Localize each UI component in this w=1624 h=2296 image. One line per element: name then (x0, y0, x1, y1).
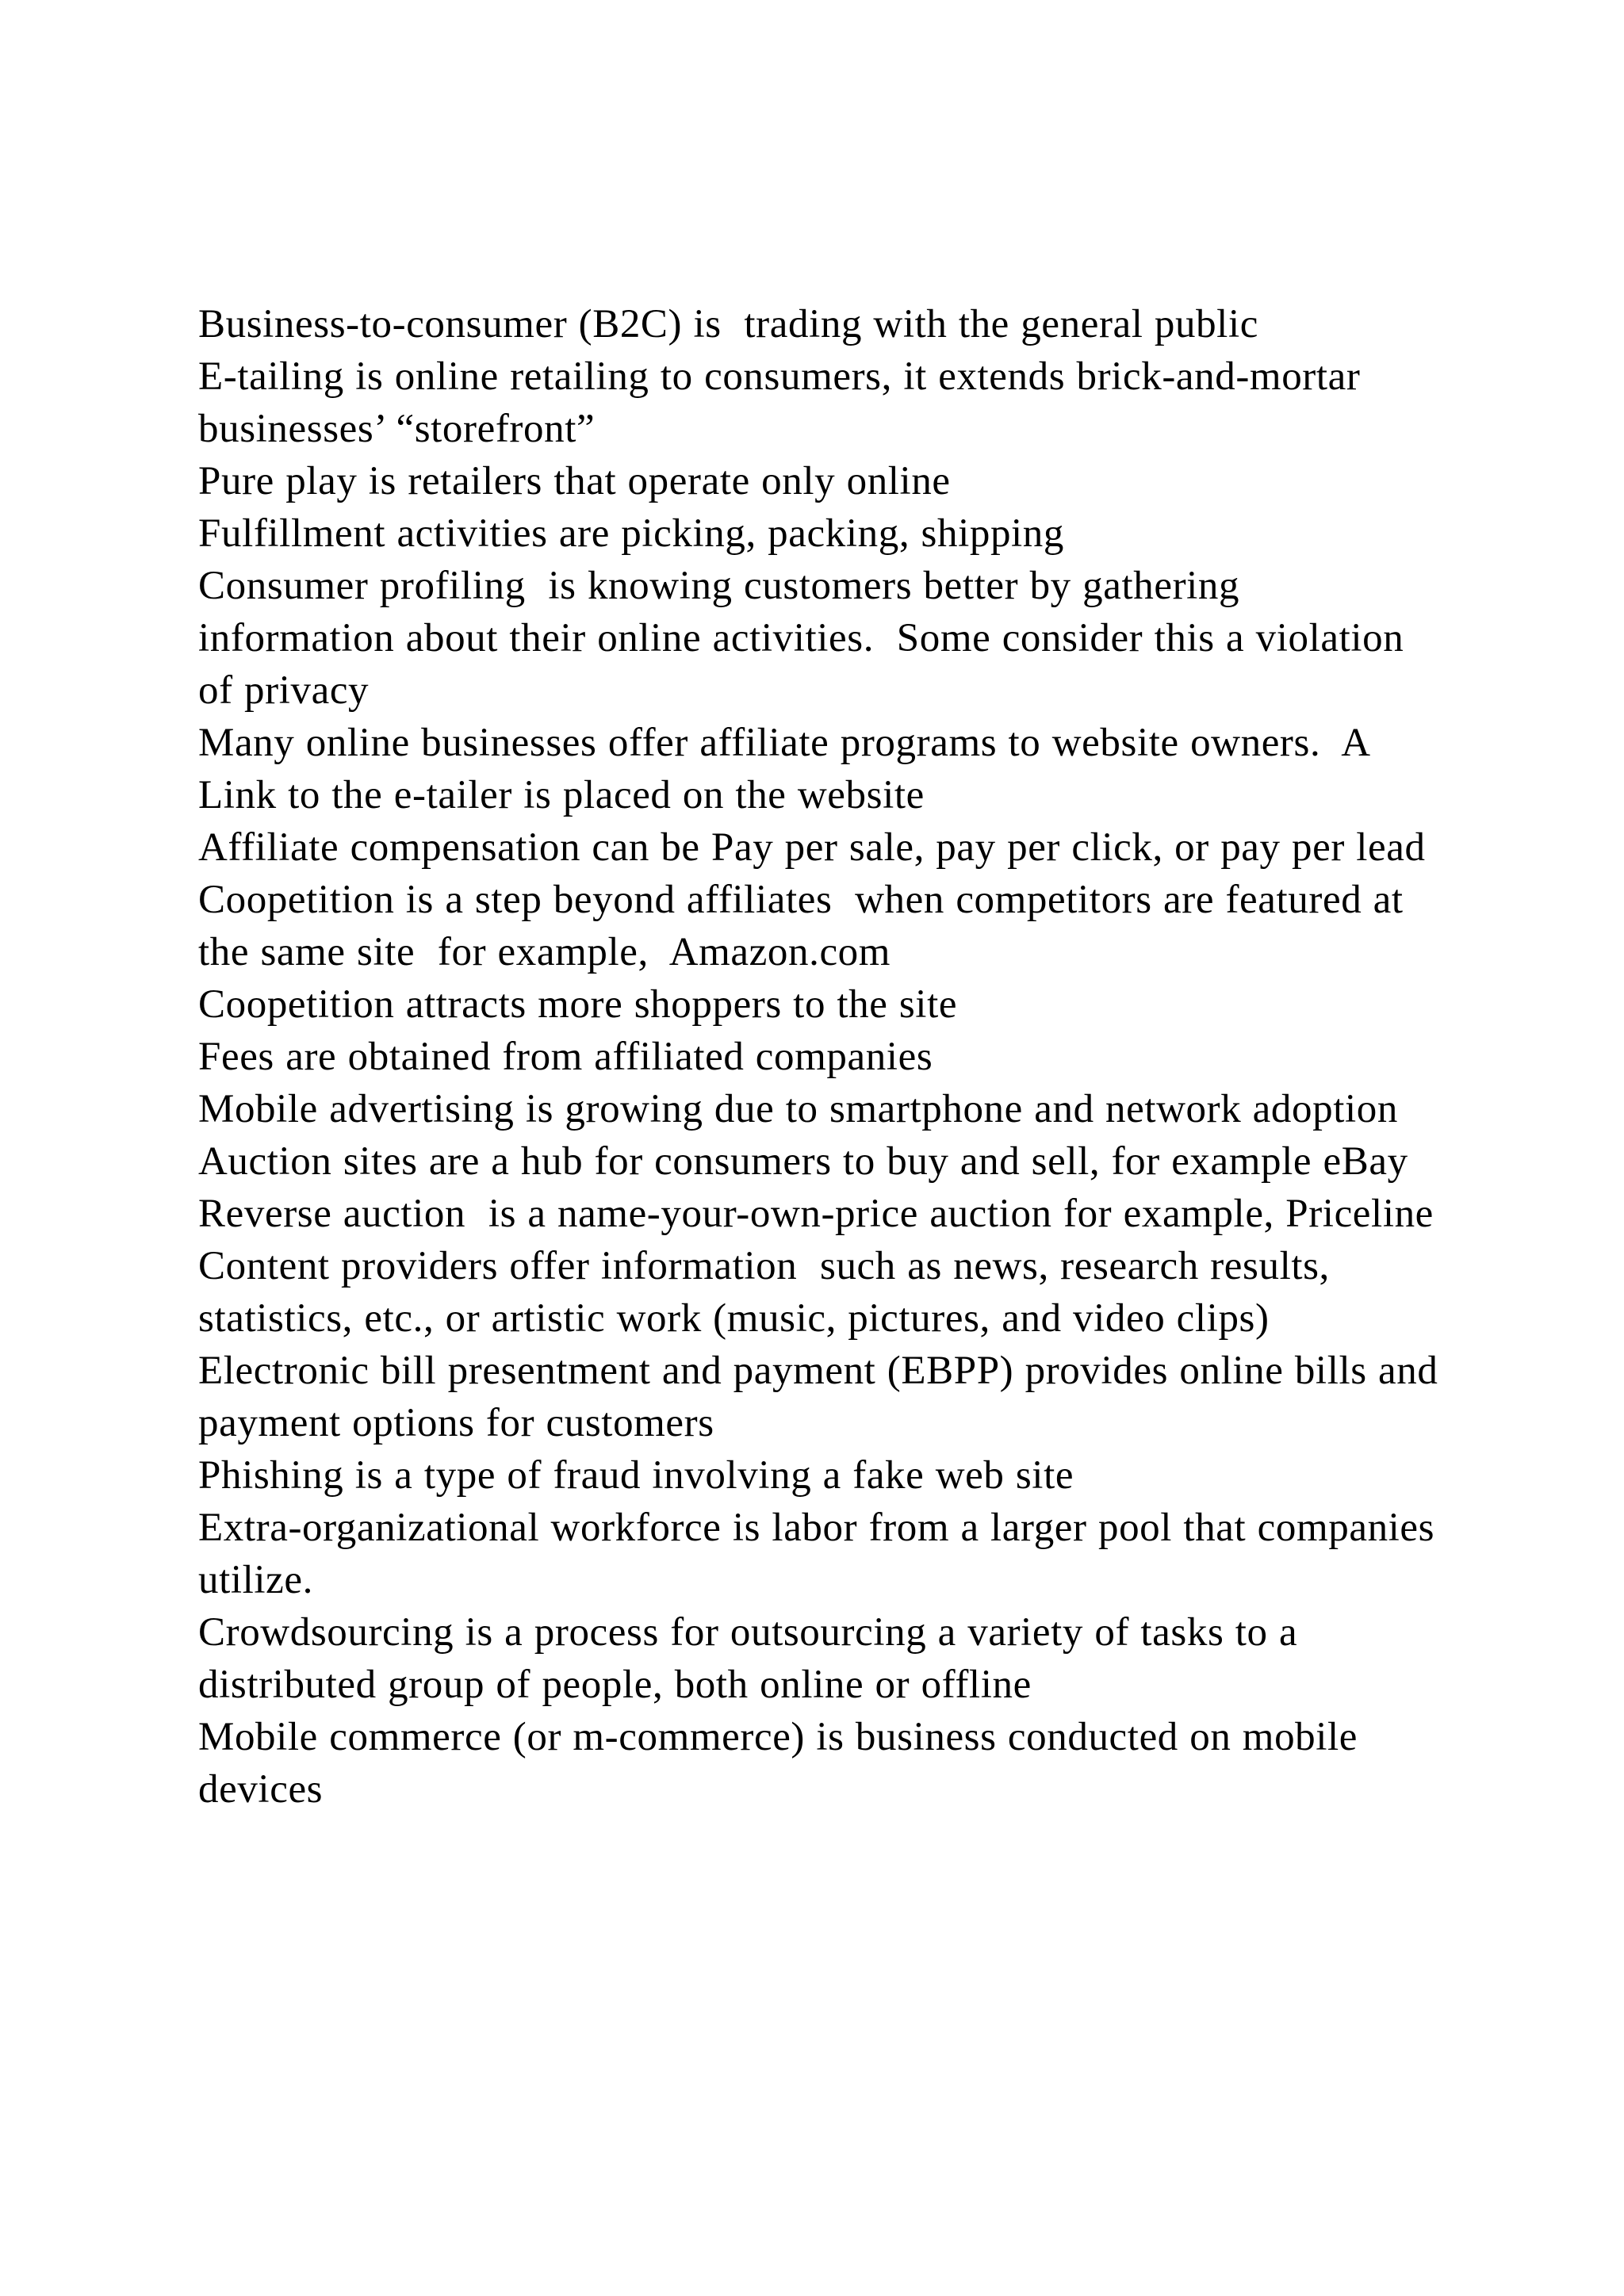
paragraph-affiliate-compensation: Affiliate compensation can be Pay per sale, pay per click, or pay per lead (198, 825, 1426, 870)
document-body (198, 298, 1450, 1816)
paragraph-fees: Fees are obtained from affiliated companies (198, 1035, 933, 1079)
paragraph-consumer-profiling: Consumer profiling is knowing customers better by gathering information about their online activities. Some consider this a violation of privacy (198, 564, 1415, 713)
paragraph-ebpp: Electronic bill presentment and payment (EBPP) provides online bills and payment options for customers (198, 1349, 1450, 1445)
paragraph-coopetition-shoppers: Coopetition attracts more shoppers to the site (198, 982, 958, 1027)
paragraph-mobile-advertising: Mobile advertising is growing due to smartphone and network adoption (198, 1087, 1398, 1131)
paragraph-affiliate-programs: Many online businesses offer affiliate programs to website owners. A Link to the e-tailer is placed on the website (198, 721, 1381, 817)
paragraph-reverse-auction: Reverse auction is a name-your-own-price auction for example, Priceline (198, 1192, 1434, 1236)
paragraph-crowdsourcing: Crowdsourcing is a process for outsourcing a variety of tasks to a distributed group of people, both online or offline (198, 1610, 1309, 1707)
paragraph-pure-play: Pure play is retailers that operate only online (198, 459, 951, 503)
paragraph-fulfillment: Fulfillment activities are picking, packing, shipping (198, 511, 1065, 556)
paragraph-auction-sites: Auction sites are a hub for consumers to buy and sell, for example eBay (198, 1139, 1408, 1184)
paragraph-content-providers: Content providers offer information such as news, research results, statistics, etc., or artistic work (music, pictures, and video clips) (198, 1244, 1342, 1341)
paragraph-phishing: Phishing is a type of fraud involving a fake web site (198, 1453, 1074, 1498)
paragraph-b2c: Business-to-consumer (B2C) is trading with the general public (198, 302, 1258, 346)
paragraph-extra-organizational: Extra-organizational workforce is labor from a larger pool that companies utilize. (198, 1506, 1446, 1602)
paragraph-e-tailing: E-tailing is online retailing to consumers, it extends brick-and-mortar businesses’ “storefront” (198, 354, 1372, 451)
paragraph-coopetition: Coopetition is a step beyond affiliates when competitors are featured at the same site for example, Amazon.com (198, 878, 1415, 974)
paragraph-mobile-commerce: Mobile commerce (or m-commerce) is business conducted on mobile devices (198, 1715, 1369, 1812)
